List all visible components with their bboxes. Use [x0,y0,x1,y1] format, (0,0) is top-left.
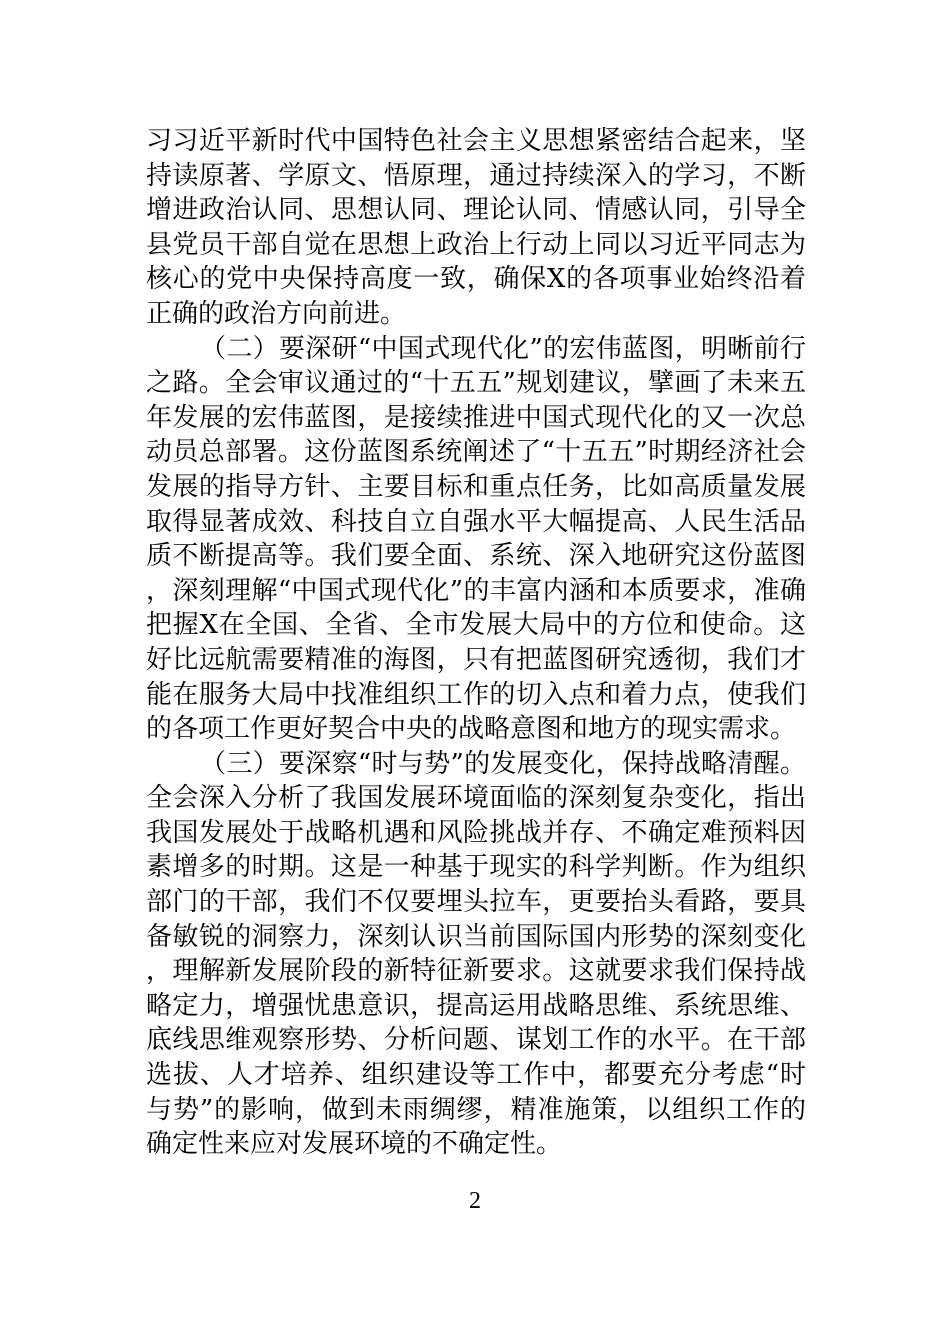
paragraph-continuation: 习习近平新时代中国特色社会主义思想紧密结合起来，坚持读原著、学原文、悟原理，通过持续深入的学习，不断增进政治认同、思想认同、理论认同、情感认同，引导全县党员干部自觉在思想上政治上行动上同以习近平同志为核心的党中央保持高度一致，确保X的各项事业始终沿着正确的政治方向前进。 [146,126,806,329]
paragraph-section-two: （二）要深研“中国式现代化”的宏伟蓝图，明晰前行之路。全会审议通过的“十五五”规划建议，擘画了未来五年发展的宏伟蓝图，是接续推进中国式现代化的又一次总动员总部署。这份蓝图系统阐述了“十五五”时期经济社会发展的指导方针、主要目标和重点任务，比如高质量发展取得显著成效、科技自立自强水平大幅提高、人民生活品质不断提高等。我们要全面、系统、深入地研究这份蓝图，深刻理解“中国式现代化”的丰富内涵和本质要求，准确把握X在全国、全省、全市发展大局中的方位和使命。这好比远航需要精准的海图，只有把蓝图研究透彻，我们才能在服务大局中找准组织工作的切入点和着力点，使我们的各项工作更好契合中央的战略意图和地方的现实需求。 [146,333,806,745]
paragraph-section-three: （三）要深察“时与势”的发展变化，保持战略清醒。全会深入分析了我国发展环境面临的深刻复杂变化，指出我国发展处于战略机遇和风险挑战并存、不确定难预料因素增多的时期。这是一种基于现实的科学判断。作为组织部门的干部，我们不仅要埋头拉车，更要抬头看路，要具备敏锐的洞察力，深刻认识当前国际国内形势的深刻变化，理解新发展阶段的新特征新要求。这就要求我们保持战略定力，增强忧患意识，提高运用战略思维、系统思维、底线思维观察形势、分析问题、谋划工作的水平。在干部选拔、人才培养、组织建设等工作中，都要充分考虑“时与势”的影响，做到未雨绸缪，精准施策，以组织工作的确定性来应对发展环境的不确定性。 [146,748,806,1160]
page-number: 2 [469,1188,481,1214]
document-body [146,124,806,1162]
